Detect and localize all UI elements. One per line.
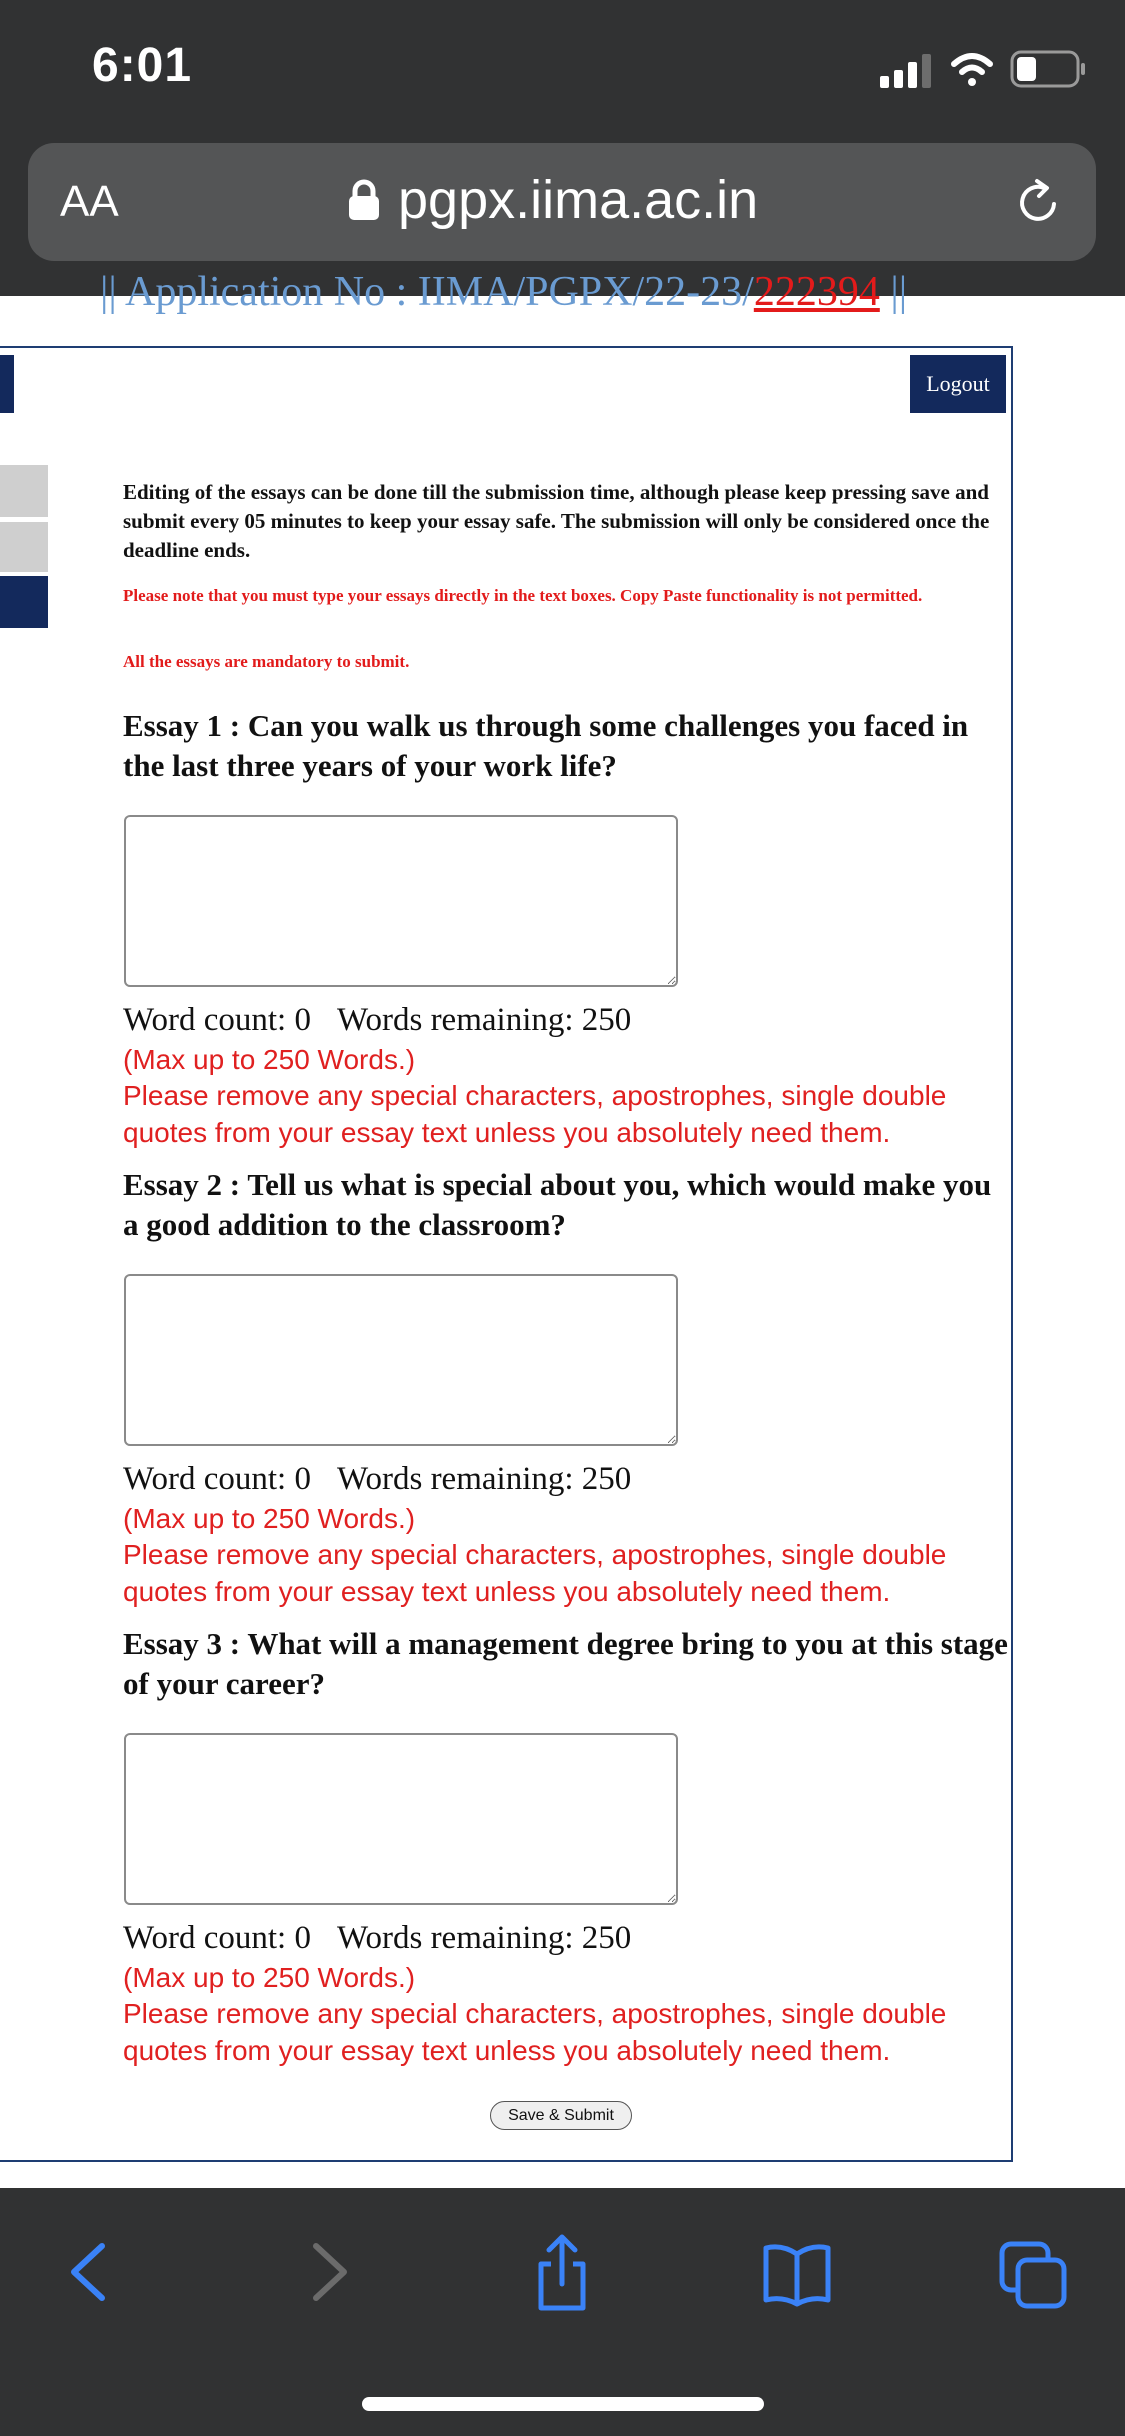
side-nav-item-1[interactable]: [0, 465, 48, 517]
cellular-signal-icon: [880, 54, 931, 88]
reload-icon[interactable]: [1014, 177, 1064, 227]
book-icon[interactable]: [762, 2232, 832, 2312]
copy-paste-note: Please note that you must type your essays directly in the text boxes. Copy Paste functionality is not permitted.: [123, 586, 923, 605]
application-number: 222394: [753, 269, 880, 315]
side-nav-item-2[interactable]: [0, 522, 48, 572]
essay-1-warning: Please remove any special characters, apostrophes, single double quotes from your essay text unless you absolutely need them.: [123, 1080, 947, 1148]
logout-button[interactable]: Logout: [910, 355, 1006, 413]
wifi-icon: [954, 56, 990, 86]
application-number-strip: [0, 269, 1125, 346]
status-time: 6:01: [92, 39, 193, 92]
status-icons: [878, 48, 1088, 90]
essay-3-warning: Please remove any special characters, apostrophes, single double quotes from your essay text unless you absolutely need them.: [123, 1998, 947, 2066]
essay-3-max-words: (Max up to 250 Words.): [123, 1962, 416, 1993]
essay-3-word-count: Word count: 0: [123, 1920, 311, 1956]
essay-2-word-counter: [123, 1461, 631, 1498]
essay-2-warning: Please remove any special characters, apostrophes, single double quotes from your essay text unless you absolutely need them.: [123, 1539, 947, 1607]
intro-text: Editing of the essays can be done till the submission time, although please keep pressing save and submit every 05 minutes to keep your essay safe. The submission will only be considered once the deadline ends.: [123, 480, 990, 562]
home-indicator: [362, 2397, 764, 2411]
tabs-icon[interactable]: [998, 2232, 1068, 2312]
essay-3-question: Essay 3 : What will a management degree bring to you at this stage of your career?: [123, 1626, 1008, 1701]
save-submit-button[interactable]: Save & Submit: [490, 2101, 632, 2130]
essay-2-words-remaining: Words remaining: 250: [336, 1461, 632, 1497]
essay-1-question: Essay 1 : Can you walk us through some challenges you faced in the last three years of your work life?: [123, 708, 969, 783]
essay-1-word-count: Word count: 0: [123, 1002, 311, 1038]
url-display[interactable]: [348, 169, 758, 231]
chevron-left-icon[interactable]: [54, 2232, 124, 2312]
essay-1-words-remaining: Words remaining: 250: [336, 1002, 632, 1038]
essay-1-textarea[interactable]: [124, 815, 678, 987]
essay-2-textarea[interactable]: [124, 1274, 678, 1446]
application-suffix: ||: [879, 269, 908, 315]
essay-2-word-count: Word count: 0: [123, 1461, 311, 1497]
essay-3-words-remaining: Words remaining: 250: [336, 1920, 632, 1956]
essay-1-max-words: (Max up to 250 Words.): [123, 1044, 416, 1075]
essay-3-textarea[interactable]: [124, 1733, 678, 1905]
side-nav-item-active[interactable]: [0, 576, 48, 628]
application-prefix: || Application No : IIMA/PGPX/22-23/: [100, 269, 754, 315]
text-size-button[interactable]: [60, 177, 119, 227]
chevron-right-icon[interactable]: [294, 2232, 364, 2312]
url-text: pgpx.iima.ac.in: [398, 170, 759, 230]
share-icon[interactable]: [527, 2232, 597, 2312]
side-menu-toggle[interactable]: [0, 355, 14, 413]
mandatory-note: All the essays are mandatory to submit.: [123, 652, 410, 671]
text-size-label: AA: [60, 177, 119, 226]
lock-icon: [348, 179, 380, 221]
essay-3-word-counter: [123, 1920, 631, 1957]
essay-2-max-words: (Max up to 250 Words.): [123, 1503, 416, 1534]
essay-2-question: Essay 2 : Tell us what is special about you, which would make you a good addition to the classroom?: [123, 1167, 992, 1242]
essay-1-word-counter: [123, 1002, 631, 1039]
address-bar[interactable]: [28, 143, 1096, 261]
battery-icon: [1012, 52, 1085, 86]
browser-top-chrome: [0, 0, 1125, 296]
